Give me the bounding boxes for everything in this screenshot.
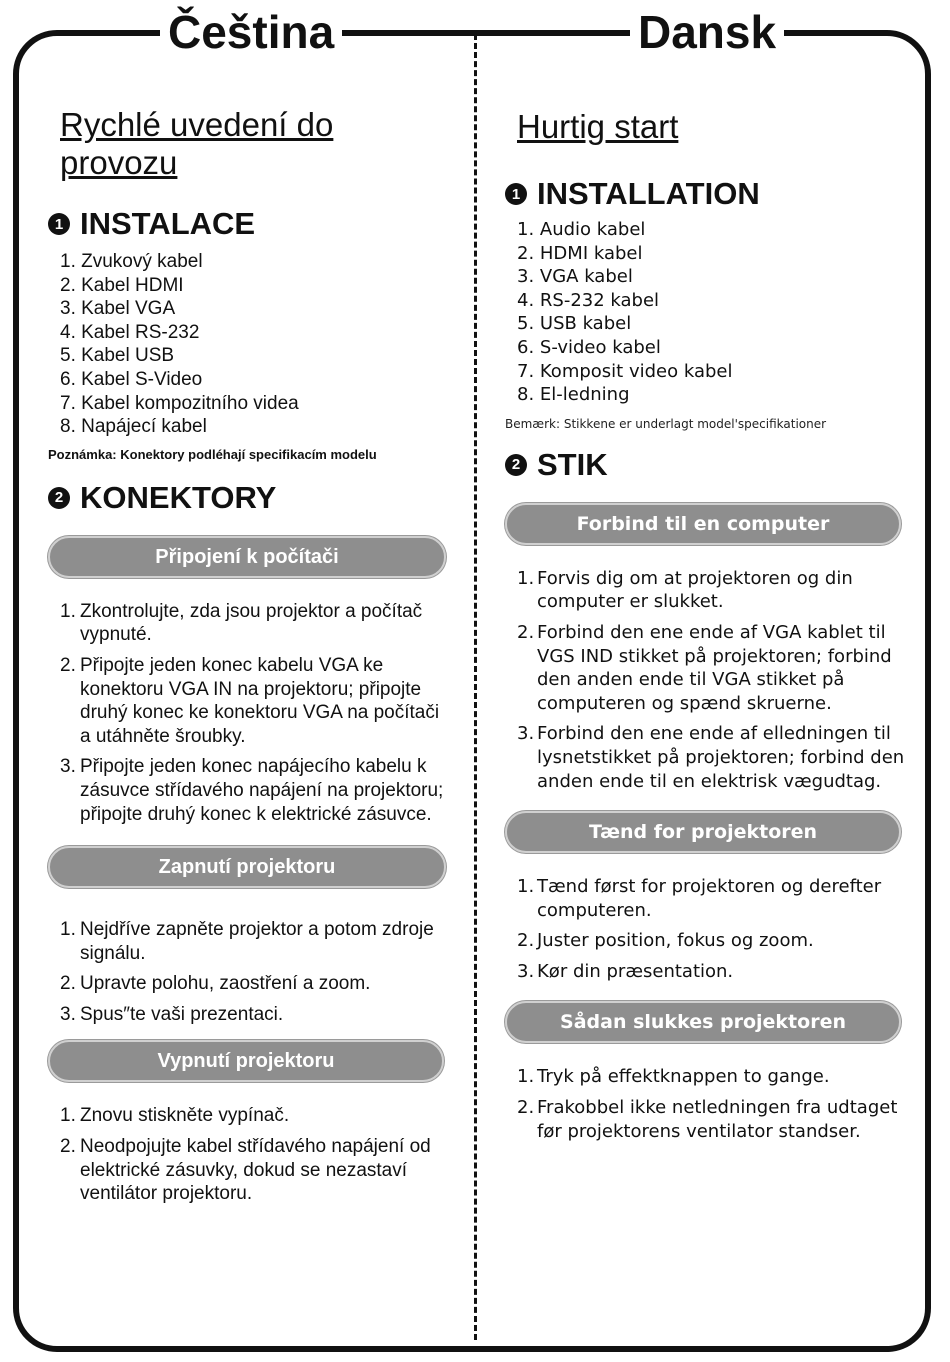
section-title: STIK <box>537 446 608 482</box>
step-item: 2. Upravte polohu, zaostření a zoom. <box>60 973 371 995</box>
list-item: 6. S-video kabel <box>517 336 661 358</box>
section-number-badge: 2 <box>48 487 70 509</box>
section-title: INSTALACE <box>80 206 256 241</box>
step-item: 1. Tænd først for projektoren og derefter computeren. <box>517 876 882 921</box>
power-on-heading: Tænd for projektoren <box>505 811 901 853</box>
connector-note: Bemærk: Stikkene er underlagt model'specifikationer <box>505 416 827 431</box>
list-item: 7. Kabel kompozitního videa <box>60 392 299 414</box>
list-item: 5. Kabel USB <box>60 345 175 367</box>
list-item: 2. HDMI kabel <box>517 242 643 264</box>
list-item: 8. El-ledning <box>517 384 630 406</box>
power-off-heading: Sådan slukkes projektoren <box>505 1001 901 1043</box>
step-item: 2. Neodpojujte kabel střídavého napájení od elektrické zásuvky, dokud se nezastaví ventilátor projektoru. <box>60 1136 431 1205</box>
step-item: 3. Kør din præsentation. <box>517 960 734 982</box>
title-line-1: Rychlé uvedení do <box>60 106 334 143</box>
list-item: 7. Komposit video kabel <box>517 360 733 382</box>
title-line-2: provozu <box>60 144 178 181</box>
list-item: 4. Kabel RS-232 <box>60 321 200 343</box>
list-item: 3. VGA kabel <box>517 266 633 288</box>
list-item: 2. Kabel HDMI <box>60 274 184 296</box>
connect-computer-heading: Připojení k počítači <box>48 536 446 578</box>
list-item: 6. Kabel S-Video <box>60 368 203 390</box>
connect-computer-heading: Forbind til en computer <box>505 503 901 545</box>
list-item: 5. USB kabel <box>517 313 632 335</box>
power-on-steps <box>505 875 905 983</box>
cable-list <box>48 250 448 439</box>
step-item: 2. Juster position, fokus og zoom. <box>517 930 814 952</box>
language-heading-czech: Čeština <box>160 4 342 60</box>
czech-column <box>48 104 448 1213</box>
language-heading-danish: Dansk <box>630 4 784 60</box>
connect-steps <box>505 567 905 793</box>
connect-steps <box>48 600 448 826</box>
step-item: 1. Nejdříve zapněte projektor a potom zdroje signálu. <box>60 919 434 964</box>
section-number-badge: 1 <box>48 213 70 235</box>
section-installation <box>48 206 448 242</box>
step-item: 1. Znovu stiskněte vypínač. <box>60 1105 290 1127</box>
list-item: 4. RS-232 kabel <box>517 289 660 311</box>
danish-column <box>505 104 905 1150</box>
power-on-heading: Zapnutí projektoru <box>48 846 446 888</box>
step-item: 2. Připojte jeden konec kabelu VGA ke konektoru VGA IN na projektoru; připojte druhý konec ke konektoru VGA na počítači a utáhněte šroubky. <box>60 654 440 747</box>
connector-note: Poznámka: Konektory podléhají specifikacím modelu <box>48 446 377 462</box>
step-item: 2. Forbind den ene ende af VGA kablet til VGS IND stikket på projektoren; forbind den anden ende til VGA stikket på computeren og spænd skruerne. <box>517 621 892 714</box>
section-installation <box>505 176 905 212</box>
page-title: Hurtig start <box>517 108 679 145</box>
list-item: 1. Zvukový kabel <box>60 251 203 272</box>
power-off-steps <box>48 1104 448 1205</box>
section-connectors <box>48 480 448 516</box>
step-item: 3. Připojte jeden konec napájecího kabelu k zásuvce střídavého napájení na projektoru; připojte druhý konec k elektrické zásuvce. <box>60 756 444 825</box>
list-item: 8. Napájecí kabel <box>60 416 207 438</box>
section-title: INSTALLATION <box>537 176 760 211</box>
section-number-badge: 2 <box>505 454 527 476</box>
step-item: 3. Spus″te vaši prezentaci. <box>60 1003 284 1025</box>
power-off-heading: Vypnutí projektoru <box>48 1040 444 1082</box>
step-item: 1. Forvis dig om at projektoren og din computer er slukket. <box>517 567 853 613</box>
step-item: 1. Tryk på effektknappen to gange. <box>517 1066 830 1088</box>
list-item: 3. Kabel VGA <box>60 298 176 320</box>
page-title <box>60 106 448 182</box>
power-off-steps <box>505 1065 905 1143</box>
section-connectors <box>505 447 905 483</box>
section-number-badge: 1 <box>505 183 527 205</box>
step-item: 3. Forbind den ene ende af elledningen til lysnetstikket på projektoren; forbind den anden ende til en elektrisk vægudtag. <box>517 723 905 792</box>
cable-list <box>505 218 905 407</box>
list-item: 1. Audio kabel <box>517 219 646 240</box>
step-item: 2. Frakobbel ikke netledningen fra udtaget før projektorens ventilator standser. <box>517 1097 898 1142</box>
column-divider <box>474 34 477 1340</box>
step-item: 1. Zkontrolujte, zda jsou projektor a počítač vypnuté. <box>60 600 423 646</box>
power-on-steps <box>48 918 448 1026</box>
section-title: KONEKTORY <box>80 479 277 515</box>
